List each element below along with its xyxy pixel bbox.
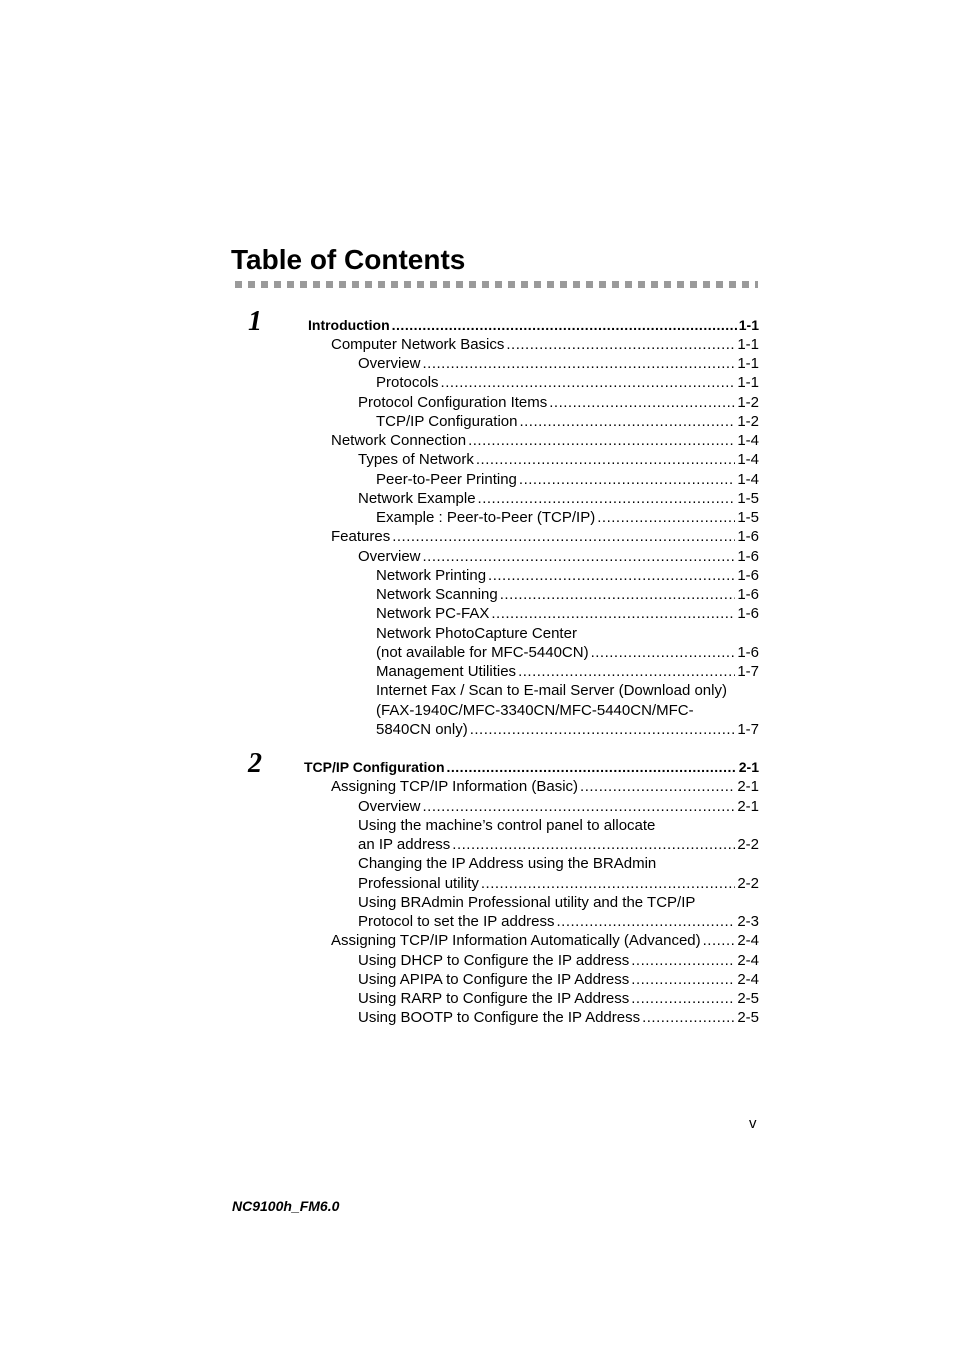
toc-entry-page: 2-4 (737, 971, 759, 988)
dot-leader (519, 470, 735, 489)
toc-entry-title: Using BRAdmin Professional utility and the TCP/IP (358, 894, 696, 911)
dot-leader (580, 777, 735, 796)
toc-entry-title: TCP/IP Configuration (376, 413, 518, 430)
toc-entry[interactable] (358, 393, 759, 412)
toc-entry-title: Network Connection (331, 432, 467, 449)
toc-entry[interactable] (331, 527, 759, 546)
toc-entry-title: Professional utility (358, 875, 479, 892)
toc-entry-page: 1-1 (738, 317, 759, 333)
dot-leader (488, 566, 735, 585)
toc-entry-page: 1-1 (737, 336, 759, 353)
dot-leader (478, 489, 736, 508)
toc-entry-page: 1-6 (737, 548, 759, 565)
toc-entry-page: 2-3 (737, 913, 759, 930)
toc-entry-title: Internet Fax / Scan to E-mail Server (Download only) (376, 682, 727, 699)
toc-entry[interactable] (358, 797, 759, 816)
toc-entry[interactable] (358, 547, 759, 566)
toc-entry[interactable] (376, 470, 759, 489)
toc-entry-page: 1-2 (737, 394, 759, 411)
toc-entry-page: 1-2 (737, 413, 759, 430)
toc-entry[interactable] (376, 412, 759, 431)
toc-entry-title: Management Utilities (376, 663, 517, 680)
toc-entry-page: 2-1 (738, 759, 759, 775)
toc-entry-title: Changing the IP Address using the BRAdmin (358, 855, 657, 872)
toc-entry-page: 1-7 (737, 721, 759, 738)
dot-leader (491, 604, 735, 623)
toc-entry-page: 1-6 (737, 567, 759, 584)
toc-entry[interactable] (331, 431, 759, 450)
dot-leader (518, 662, 735, 681)
toc-entry-title: Using DHCP to Configure the IP address (358, 952, 630, 969)
toc-entry-title: Computer Network Basics (331, 336, 505, 353)
toc-entry-title: 5840CN only) (376, 721, 468, 738)
page-title: Table of Contents (231, 244, 466, 275)
toc-entry[interactable] (376, 720, 759, 739)
dot-leader (468, 431, 735, 450)
toc-entry-title: Peer-to-Peer Printing (376, 471, 517, 488)
page-number: v (749, 1115, 757, 1132)
toc-entry-page: 2-1 (737, 798, 759, 815)
dot-leader (500, 585, 736, 604)
toc-entry-page: 1-6 (737, 605, 759, 622)
toc-entry[interactable] (331, 931, 759, 950)
toc-entry[interactable] (358, 1008, 759, 1027)
dot-leader (642, 1008, 735, 1027)
toc-entry-title: Using RARP to Configure the IP Address (358, 990, 630, 1007)
chapter-number: 1 (248, 306, 262, 337)
toc-entry-title: TCP/IP Configuration (304, 759, 445, 775)
toc-entry-title: (not available for MFC-5440CN) (376, 644, 589, 661)
dot-leader (631, 989, 735, 1008)
dot-leader (447, 758, 737, 777)
toc-entry[interactable] (376, 508, 759, 527)
toc-entry-title: Using APIPA to Configure the IP Address (358, 971, 630, 988)
dot-leader (631, 951, 735, 970)
title-rule (235, 281, 758, 288)
dot-leader (631, 970, 735, 989)
toc-entry-title: Network Example (358, 490, 476, 507)
toc-entry-page: 1-6 (737, 644, 759, 661)
toc-entry[interactable] (376, 662, 759, 681)
toc-entry-title: Overview (358, 548, 421, 565)
toc-entry[interactable] (358, 951, 759, 970)
dot-leader (392, 527, 735, 546)
dot-leader (549, 393, 735, 412)
dot-leader (470, 720, 736, 739)
toc-entry[interactable] (358, 835, 759, 854)
toc-entry-page: 2-5 (737, 1009, 759, 1026)
toc-entry[interactable] (358, 450, 759, 469)
toc-entry-title: Network PhotoCapture Center (376, 625, 577, 642)
dot-leader (476, 450, 735, 469)
dot-leader (423, 797, 736, 816)
toc-entry-page: 1-6 (737, 586, 759, 603)
dot-leader (423, 547, 736, 566)
toc-entry-page: 2-1 (737, 778, 759, 795)
toc-entry-title: Protocol to set the IP address (358, 913, 555, 930)
chapter-number: 2 (248, 748, 262, 779)
toc-entry[interactable] (331, 777, 759, 796)
toc-entry[interactable] (358, 354, 759, 373)
toc-entry-page: 1-4 (737, 432, 759, 449)
toc-entry-page: 2-4 (737, 932, 759, 949)
dot-leader (597, 508, 735, 527)
toc-entry[interactable] (376, 373, 759, 392)
dot-leader (557, 912, 736, 931)
toc-entry-title: Overview (358, 798, 421, 815)
toc-entry[interactable] (358, 989, 759, 1008)
toc-entry-title: Protocol Configuration Items (358, 394, 548, 411)
toc-entry[interactable] (358, 912, 759, 931)
toc-entry-page: 2-2 (737, 875, 759, 892)
toc-chapter-entry[interactable] (308, 316, 759, 335)
dot-leader (392, 316, 737, 335)
document-code: NC9100h_FM6.0 (232, 1198, 340, 1214)
toc-entry[interactable] (376, 604, 759, 623)
toc-entry-title: an IP address (358, 836, 451, 853)
toc-entry[interactable] (376, 585, 759, 604)
toc-entry-page: 1-5 (737, 490, 759, 507)
toc-entry[interactable] (376, 643, 759, 662)
toc-entry-title: Types of Network (358, 451, 474, 468)
dot-leader (703, 931, 736, 950)
toc-entry-page: 2-2 (737, 836, 759, 853)
toc-entry-title: Features (331, 528, 391, 545)
toc-entry[interactable] (358, 970, 759, 989)
toc-entry-title: Using the machine’s control panel to allocate (358, 817, 656, 834)
dot-leader (452, 835, 735, 854)
toc-entry-page: 1-7 (737, 663, 759, 680)
toc-entry-title: Network PC-FAX (376, 605, 490, 622)
toc-entry-title: Overview (358, 355, 421, 372)
dot-leader (519, 412, 735, 431)
dot-leader (423, 354, 736, 373)
toc-entry-title: Network Scanning (376, 586, 498, 603)
toc-entry-page: 1-4 (737, 451, 759, 468)
dot-leader (441, 373, 736, 392)
toc-entry-page: 1-5 (737, 509, 759, 526)
dot-leader (506, 335, 735, 354)
toc-entry-page: 2-4 (737, 952, 759, 969)
toc-entry-page: 1-1 (737, 355, 759, 372)
toc-entry-page: 1-6 (737, 528, 759, 545)
toc-entry-title: Network Printing (376, 567, 487, 584)
toc-entry-title: (FAX-1940C/MFC-3340CN/MFC-5440CN/MFC- (376, 702, 694, 719)
toc-entry-page: 1-4 (737, 471, 759, 488)
toc-chapter-entry[interactable] (304, 758, 759, 777)
toc-entry-title: Using BOOTP to Configure the IP Address (358, 1009, 641, 1026)
toc-entry-title: Assigning TCP/IP Information Automatically (Advanced) (331, 932, 701, 949)
toc-entry-page: 1-1 (737, 374, 759, 391)
dot-leader (481, 874, 735, 893)
toc-entry-title: Introduction (308, 317, 390, 333)
dot-leader (591, 643, 736, 662)
toc-entry[interactable] (358, 489, 759, 508)
toc-entry-title: Example : Peer-to-Peer (TCP/IP) (376, 509, 596, 526)
toc-entry[interactable] (376, 566, 759, 585)
toc-entry[interactable] (358, 874, 759, 893)
toc-entry-page: 2-5 (737, 990, 759, 1007)
toc-entry-title: Protocols (376, 374, 439, 391)
toc-entry[interactable] (331, 335, 759, 354)
toc-entry-title: Assigning TCP/IP Information (Basic) (331, 778, 579, 795)
